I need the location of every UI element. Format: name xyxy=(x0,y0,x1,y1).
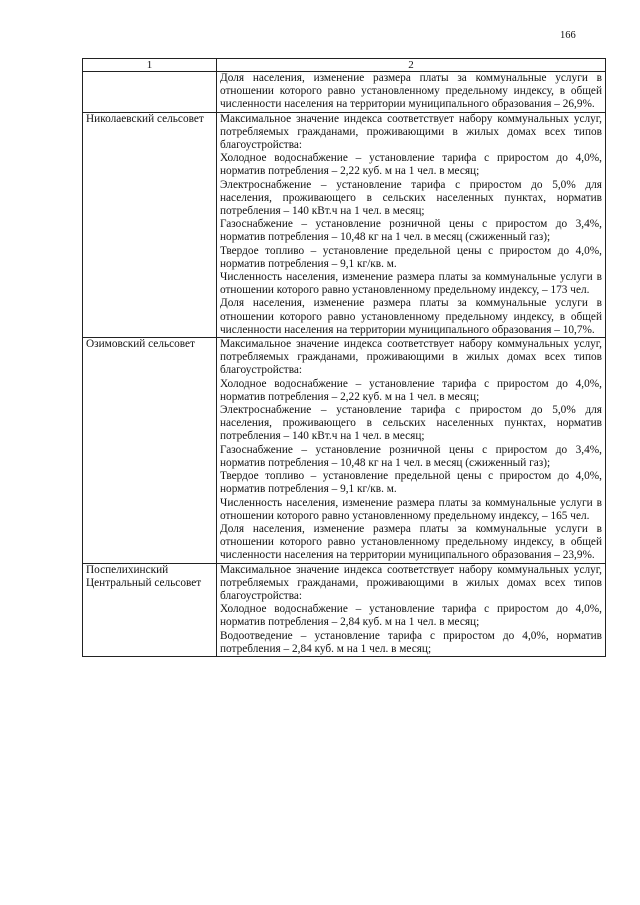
table-header-row xyxy=(83,59,606,72)
description-paragraph: Доля населения, изменение размера платы за коммунальные услуги в отношении которого равно установленному предельному индексу, в общей численности населения на территории муниципального образования – 10,7%. xyxy=(220,297,602,336)
description-cell xyxy=(217,338,606,563)
description-paragraph: Водоотведение – установление тарифа с приростом до 4,0%, норматив потребления – 2,84 куб. м на 1 чел. в месяц; xyxy=(220,629,602,655)
description-cell xyxy=(217,112,606,337)
description-paragraph: Холодное водоснабжение – установление тарифа с приростом до 4,0%, норматив потребления – 2,84 куб. м на 1 чел. в месяц; xyxy=(220,603,602,629)
description-paragraph: Газоснабжение – установление розничной цены с приростом до 3,4%, норматив потребления – 10,48 кг на 1 чел. в месяц (сжиженный газ); xyxy=(220,443,602,469)
page-number: 166 xyxy=(560,30,576,41)
document-table xyxy=(82,58,606,657)
description-paragraph: Численность населения, изменение размера платы за коммунальные услуги в отношении которого равно установленному предельному индексу, – 165 чел. xyxy=(220,496,602,522)
table-row xyxy=(83,112,606,337)
municipality-name-cell: Озимовский сельсовет xyxy=(83,338,217,563)
description-paragraph: Доля населения, изменение размера платы за коммунальные услуги в отношении которого равно установленному предельному индексу, в общей численности населения на территории муниципального образования – 23,9%. xyxy=(220,522,602,562)
description-paragraph: Максимальное значение индекса соответствует набору коммунальных услуг, потребляемых гражданами, проживающими в жилых домах всех типов благоустройства: xyxy=(220,112,602,152)
description-cell xyxy=(217,563,606,656)
municipality-name-cell: Поспелихинский Центральный сельсовет xyxy=(83,563,217,656)
description-paragraph: Доля населения, изменение размера платы за коммунальные услуги в отношении которого равно установленному предельному индексу, в общей численности населения на территории муниципального образования – 26,9%. xyxy=(220,72,602,111)
description-paragraph: Газоснабжение – установление розничной цены с приростом до 3,4%, норматив потребления – 10,48 кг на 1 чел. в месяц (сжиженный газ); xyxy=(220,218,602,244)
description-paragraph: Электроснабжение – установление тарифа с приростом до 5,0% для населения, проживающего в сельских населенных пунктах, норматив потребления – 140 кВт.ч на 1 чел. в месяц; xyxy=(220,404,602,443)
column-header-1: 1 xyxy=(83,59,217,72)
description-paragraph: Холодное водоснабжение – установление тарифа с приростом до 4,0%, норматив потребления – 2,22 куб. м на 1 чел. в месяц; xyxy=(220,377,602,403)
table-row xyxy=(83,338,606,563)
description-paragraph: Холодное водоснабжение – установление тарифа с приростом до 4,0%, норматив потребления – 2,22 куб. м на 1 чел. в месяц; xyxy=(220,152,602,178)
description-paragraph: Электроснабжение – установление тарифа с приростом до 5,0% для населения, проживающего в сельских населенных пунктах, норматив потребления – 140 кВт.ч на 1 чел. в месяц; xyxy=(220,178,602,218)
municipality-name-cell: Николаевский сельсовет xyxy=(83,112,217,337)
description-paragraph: Твердое топливо – установление предельной цены с приростом до 4,0%, норматив потребления – 9,1 кг/кв. м. xyxy=(220,470,602,496)
description-paragraph: Численность населения, изменение размера платы за коммунальные услуги в отношении которого равно установленному предельному индексу, – 173 чел. xyxy=(220,271,602,297)
table-row xyxy=(83,72,606,113)
column-header-2: 2 xyxy=(217,59,606,72)
table-row xyxy=(83,563,606,656)
description-cell xyxy=(217,72,606,113)
description-paragraph: Максимальное значение индекса соответствует набору коммунальных услуг, потребляемых гражданами, проживающими в жилых домах всех типов благоустройства: xyxy=(220,338,602,377)
description-paragraph: Максимальное значение индекса соответствует набору коммунальных услуг, потребляемых гражданами, проживающими в жилых домах всех типов благоустройства: xyxy=(220,563,602,602)
municipality-name-cell xyxy=(83,72,217,113)
description-paragraph: Твердое топливо – установление предельной цены с приростом до 4,0%, норматив потребления – 9,1 кг/кв. м. xyxy=(220,244,602,270)
